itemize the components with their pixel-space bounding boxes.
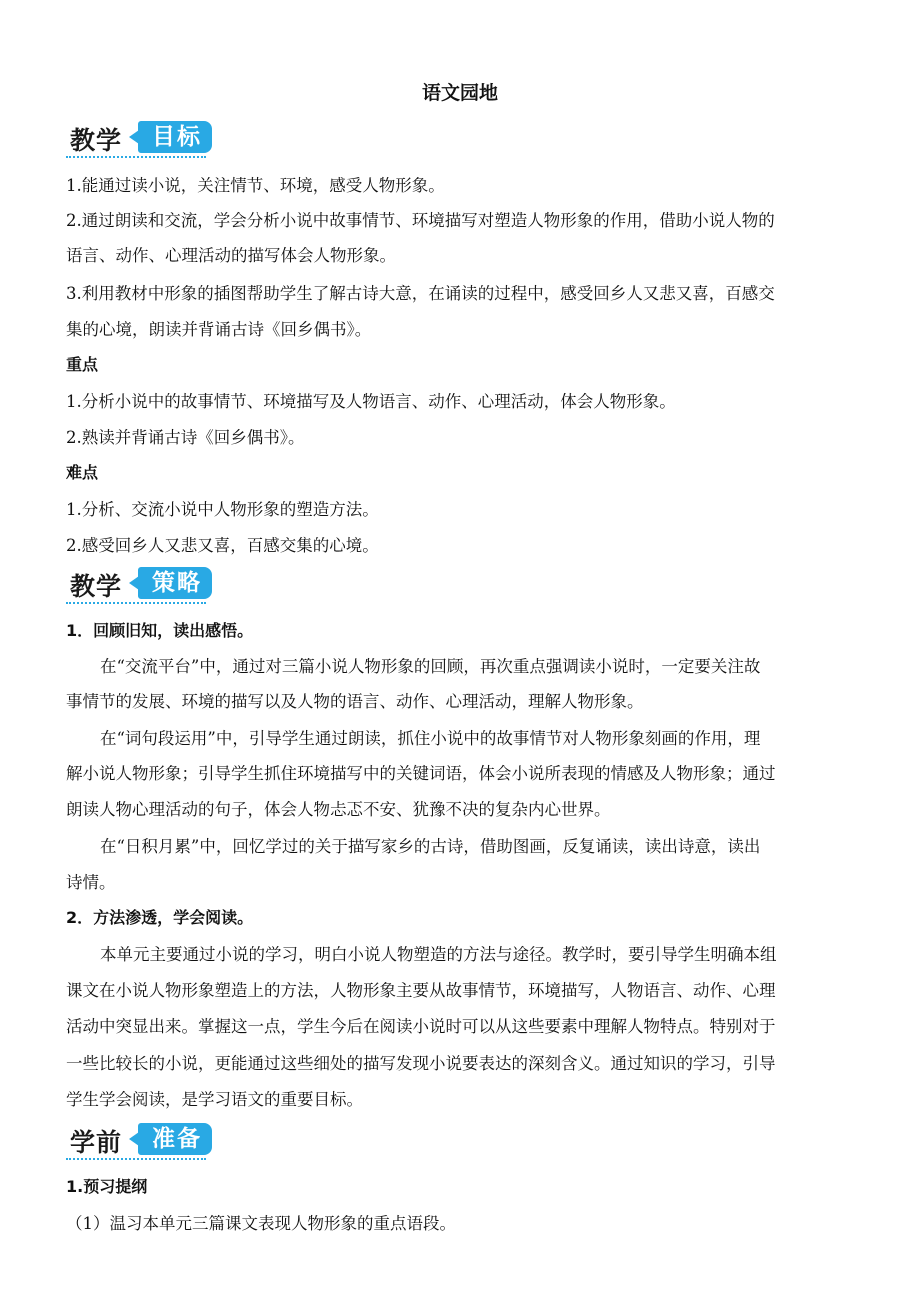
strategy-p3-line2: 诗情。 xyxy=(66,873,116,892)
strategy-p4-line1: 本单元主要通过小说的学习，明白小说人物塑造的方法与途径。教学时，要引导学生明确本组 xyxy=(100,945,777,964)
banner-dotted-underline xyxy=(66,156,206,158)
banner-dotted-underline xyxy=(66,1158,206,1160)
section-banner-prep xyxy=(66,1120,236,1162)
prep-heading: 1.预习提纲 xyxy=(66,1177,148,1196)
difficult-point-1: 1.分析、交流小说中人物形象的塑造方法。 xyxy=(66,500,379,519)
strategy-p3-line1: 在“日积月累”中，回忆学过的关于描写家乡的古诗，借助图画，反复诵读，读出诗意，读出 xyxy=(100,837,761,856)
prep-item-1: （1）温习本单元三篇课文表现人物形象的重点语段。 xyxy=(66,1214,456,1233)
difficult-point-2: 2.感受回乡人又悲又喜，百感交集的心境。 xyxy=(66,536,379,555)
goal-1: 1.能通过读小说，关注情节、环境，感受人物形象。 xyxy=(66,176,445,195)
key-points-heading: 重点 xyxy=(66,355,99,374)
banner-label-blue: 准备 xyxy=(138,1123,212,1155)
goal-3-line1: 3.利用教材中形象的插图帮助学生了解古诗大意，在诵读的过程中，感受回乡人又悲又喜，百感交 xyxy=(66,284,775,303)
banner-label-dark: 教学 xyxy=(70,572,123,601)
strategy-p2-line2: 解小说人物形象；引导学生抓住环境描写中的关键词语，体会小说所表现的情感及人物形象；通过 xyxy=(66,764,776,783)
key-point-2: 2.熟读并背诵古诗《回乡偶书》。 xyxy=(66,428,305,447)
strategy-p4-line4: 一些比较长的小说，更能通过这些细处的描写发现小说要表达的深刻含义。通过知识的学习，引导 xyxy=(66,1054,776,1073)
banner-label-dark: 教学 xyxy=(70,126,123,155)
strategy-p4-line5: 学生学会阅读，是学习语文的重要目标。 xyxy=(66,1090,363,1109)
banner-dotted-underline xyxy=(66,602,206,604)
section-banner-goals xyxy=(66,118,236,160)
banner-label-dark: 学前 xyxy=(70,1128,123,1157)
key-point-1: 1.分析小说中的故事情节、环境描写及人物语言、动作、心理活动，体会人物形象。 xyxy=(66,392,676,411)
difficult-points-heading: 难点 xyxy=(66,463,99,482)
strategy-p1-line2: 事情节的发展、环境的描写以及人物的语言、动作、心理活动，理解人物形象。 xyxy=(66,692,644,711)
goal-2-line1: 2.通过朗读和交流，学会分析小说中故事情节、环境描写对塑造人物形象的作用，借助小说人物的 xyxy=(66,211,775,230)
strategy-heading-1: 1．回顾旧知，读出感悟。 xyxy=(66,621,254,640)
goal-2-line2: 语言、动作、心理活动的描写体会人物形象。 xyxy=(66,246,396,265)
page-title: 语文园地 xyxy=(421,82,498,104)
goal-3-line2: 集的心境，朗读并背诵古诗《回乡偶书》。 xyxy=(66,320,372,339)
strategy-p4-line2: 课文在小说人物形象塑造上的方法，人物形象主要从故事情节，环境描写，人物语言、动作、心理 xyxy=(66,981,776,1000)
banner-label-blue: 目标 xyxy=(138,121,212,153)
strategy-p1-line1: 在“交流平台”中，通过对三篇小说人物形象的回顾，再次重点强调读小说时，一定要关注故 xyxy=(100,657,761,676)
section-banner-strategy xyxy=(66,564,236,606)
strategy-p4-line3: 活动中突显出来。掌握这一点，学生今后在阅读小说时可以从这些要素中理解人物特点。特别对于 xyxy=(66,1017,776,1036)
strategy-heading-2: 2．方法渗透，学会阅读。 xyxy=(66,908,254,927)
strategy-p2-line1: 在“词句段运用”中，引导学生通过朗读，抓住小说中的故事情节对人物形象刻画的作用，理 xyxy=(100,729,761,748)
strategy-p2-line3: 朗读人物心理活动的句子，体会人物忐忑不安、犹豫不决的复杂内心世界。 xyxy=(66,800,611,819)
banner-label-blue: 策略 xyxy=(138,567,212,599)
